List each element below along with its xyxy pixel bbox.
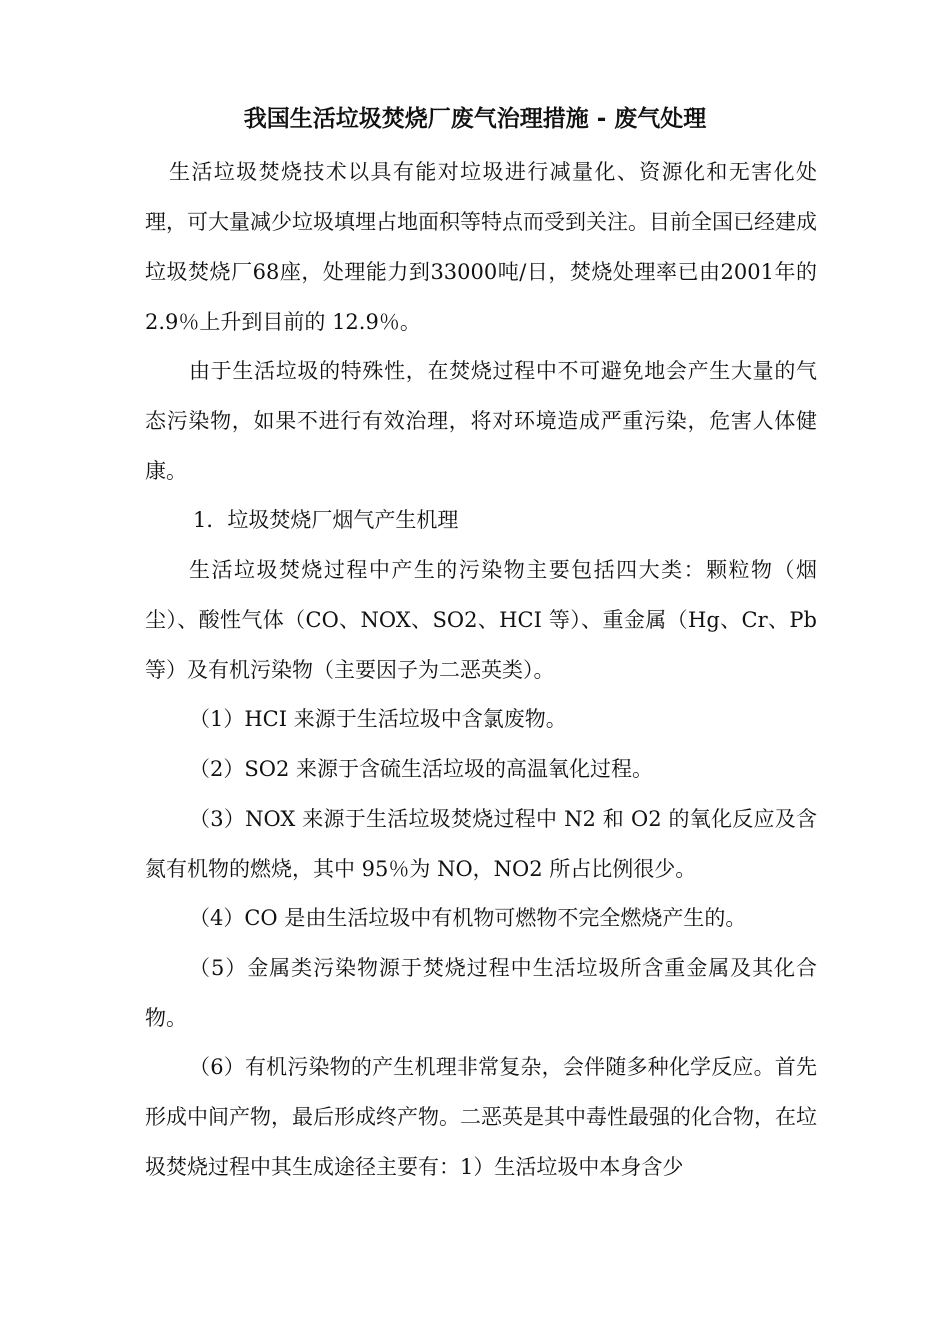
list-item-nox: （3）NOX 来源于生活垃圾焚烧过程中 N2 和 O2 的氧化反应及含氮有机物的燃烧，其中 95％为 NO，NO2 所占比例很少。 [145,807,817,881]
section-heading-mechanism: 1．垃圾焚烧厂烟气产生机理 [193,508,459,532]
list-item-so2: （2）SO2 来源于含硫生活垃圾的高温氧化过程。 [189,757,653,781]
document-title: 我国生活垃圾焚烧厂废气治理措施 - 废气处理 [243,106,707,132]
list-item-hci: （1）HCI 来源于生活垃圾中含氯废物。 [189,707,567,731]
paragraph-pollution-risk: 由于生活垃圾的特殊性，在焚烧过程中不可避免地会产生大量的气态污染物，如果不进行有效治理，将对环境造成严重污染，危害人体健康。 [145,359,817,483]
paragraph-pollutant-types: 生活垃圾焚烧过程中产生的污染物主要包括四大类：颗粒物（烟尘）、酸性气体（CO、NOX、SO2、HCI 等）、重金属（Hg、Cr、Pb 等）及有机污染物（主要因子为二恶英类）。 [145,558,817,682]
list-item-organics: （6）有机污染物的产生机理非常复杂，会伴随多种化学反应。首先形成中间产物，最后形成终产物。二恶英是其中毒性最强的化合物，在垃圾焚烧过程中其生成途径主要有：1）生活垃圾中本身含少 [145,1055,817,1179]
paragraph-intro: 生活垃圾焚烧技术以具有能对垃圾进行减量化、资源化和无害化处理，可大量减少垃圾填埋占地面积等特点而受到关注。目前全国已经建成垃圾焚烧厂68座，处理能力到33000吨/日，焚烧处理率已由2001年的 2.9％上升到目前的 12.9％。 [145,160,817,334]
list-item-co: （4）CO 是由生活垃圾中有机物可燃物不完全燃烧产生的。 [189,906,747,930]
list-item-metals: （5）金属类污染物源于焚烧过程中生活垃圾所含重金属及其化合物。 [145,956,817,1030]
